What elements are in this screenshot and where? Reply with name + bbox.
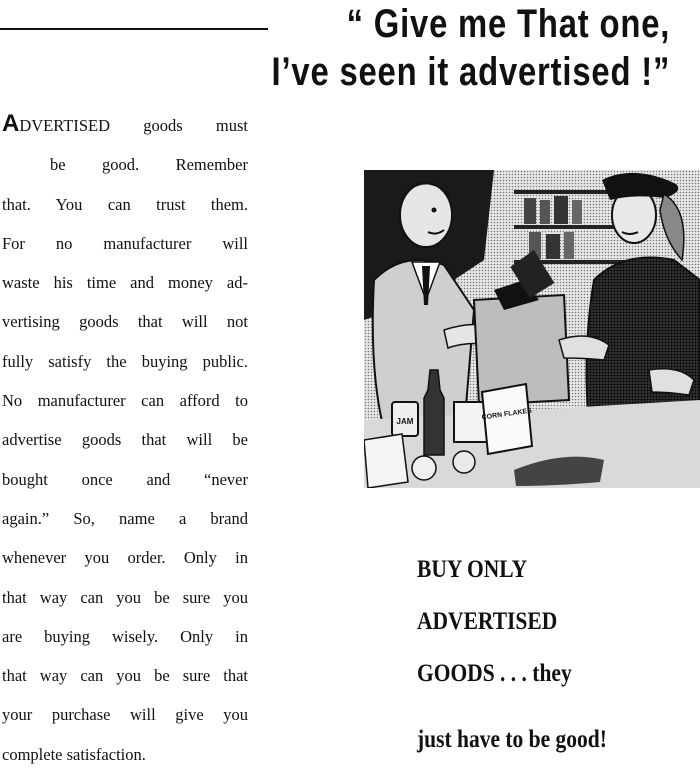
body-line: advertise goods that will be — [2, 430, 248, 450]
jam-jar-label: JAM — [396, 417, 414, 426]
shop-illustration — [364, 170, 700, 488]
slogan-line-1: BUY ONLY — [417, 556, 528, 583]
slogan-line-3: GOODS . . . they — [417, 660, 572, 687]
body-line: bought once and “never — [2, 469, 248, 489]
drop-cap: A — [2, 110, 20, 137]
body-line: vertising goods that will not — [2, 312, 248, 332]
body-line: whenever you order. Only in — [2, 548, 248, 568]
body-line: be good. Remember — [50, 155, 248, 175]
body-line: that way can you be sure that — [2, 666, 248, 686]
body-line: waste his time and money ad- — [2, 273, 248, 293]
headline — [271, 0, 670, 96]
body-line: that way can you be sure you — [2, 587, 248, 607]
body-line: No manufacturer can afford to — [2, 391, 248, 411]
body-line: ADVERTISED goods must — [2, 110, 248, 137]
body-copy — [2, 104, 248, 774]
body-line: that. You can trust them. — [2, 194, 248, 214]
slogan-line-2: ADVERTISED — [417, 608, 558, 635]
corn-flakes-label: CORN FLAKES — [481, 407, 533, 422]
body-line: are buying wisely. Only in — [2, 626, 248, 646]
headline-rule — [0, 28, 268, 30]
headline-line-2: I’ve seen it advertised !” — [271, 50, 670, 94]
body-line: your purchase will give you — [2, 705, 248, 725]
slogan-line-4: just have to be good! — [417, 726, 607, 753]
body-line: fully satisfy the buying public. — [2, 351, 248, 371]
body-line: For no manufacturer will — [2, 233, 248, 253]
body-line: again.” So, name a brand — [2, 508, 248, 528]
headline-line-1: “ Give me That one, — [346, 2, 670, 46]
body-line: complete satisfaction. — [2, 744, 146, 764]
